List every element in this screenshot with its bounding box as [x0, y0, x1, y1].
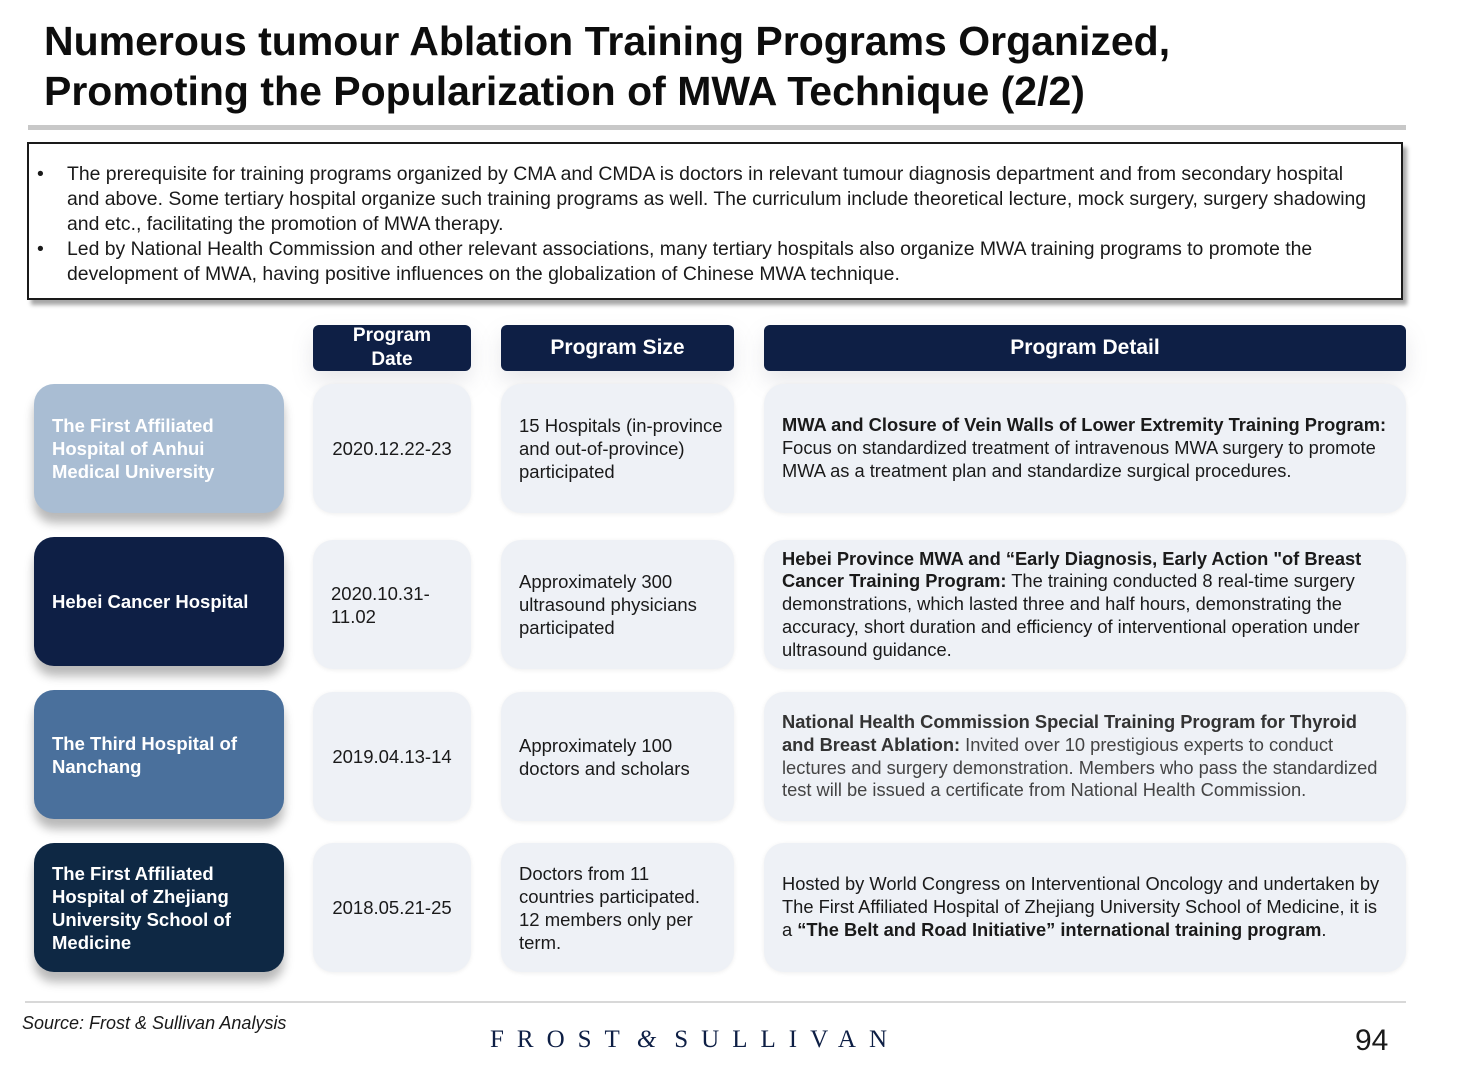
detail-cell — [764, 692, 1406, 821]
size-cell — [501, 843, 734, 972]
column-header-program-date: Program Date — [313, 325, 471, 371]
page-title-line-1: Numerous tumour Ablation Training Programs Organized, — [44, 18, 1171, 64]
detail-cell — [764, 384, 1406, 513]
program-date: 2019.04.13-14 — [332, 746, 452, 767]
page-title — [44, 16, 1424, 116]
hospital-cell — [34, 690, 284, 819]
date-cell — [313, 540, 471, 669]
summary-list — [37, 162, 1377, 287]
size-cell — [501, 692, 734, 821]
brand-logo — [490, 1026, 950, 1054]
source-note: Source: Frost & Sullivan Analysis — [22, 1013, 287, 1033]
program-date: 2018.05.21-25 — [332, 897, 452, 918]
brand-ampersand: & — [636, 1026, 657, 1053]
program-detail-tail: . — [1321, 918, 1327, 940]
program-detail — [782, 548, 1392, 662]
program-detail-bold: Hebei Province MWA and “Early Diagnosis, Early Action "of Breast Cancer Training Program: — [782, 547, 1362, 592]
program-detail — [782, 873, 1392, 941]
title-divider — [28, 125, 1406, 130]
hospital-cell — [34, 843, 284, 972]
date-cell — [313, 384, 471, 513]
program-detail-bold: MWA and Closure of Vein Walls of Lower Extremity Training Program: — [782, 414, 1387, 436]
program-size: 15 Hospitals (in-province and out-of-province) participated — [519, 415, 723, 482]
program-detail — [782, 711, 1392, 802]
hospital-name: The First Affiliated Hospital of Zhejiang University School of Medicine — [52, 862, 231, 953]
size-cell — [501, 540, 734, 669]
date-cell — [313, 843, 471, 972]
program-size: Approximately 300 ultrasound physicians participated — [519, 571, 697, 638]
detail-cell — [764, 540, 1406, 669]
hospital-name: The First Affiliated Hospital of Anhui Medical University — [52, 415, 215, 482]
hospital-name: The Third Hospital of Nanchang — [52, 732, 237, 777]
page-number: 94 — [1355, 1024, 1389, 1057]
program-detail-text: The training conducted 8 real-time surgery demonstrations, which lasted three and half hours, demonstrating the accuracy, short duration and efficiency of interventional operation under ultrasound guidance. — [782, 570, 1360, 660]
program-detail-text: Invited over 10 prestigious experts to conduct lectures and surgery demonstration. Members who pass the standardized test will be issued a certificate from National Health Commission. — [782, 733, 1378, 801]
hospital-cell — [34, 384, 284, 513]
date-cell — [313, 692, 471, 821]
program-detail-bold: National Health Commission Special Training Program for Thyroid and Breast Ablation: — [782, 710, 1357, 755]
hospital-name: Hebei Cancer Hospital — [52, 591, 249, 612]
program-date: 2020.12.22-23 — [332, 438, 452, 459]
summary-box — [27, 142, 1403, 300]
brand-word-frost: FROST — [490, 1026, 633, 1053]
program-size: Doctors from 11 countries participated. 12 members only per term. — [519, 862, 700, 953]
summary-bullet-2: • Led by National Health Commission and other relevant associations, many tertiary hospitals also organize MWA training programs to promote the development of MWA, having positive influences on the globalization of Chinese MWA technique. — [37, 237, 1377, 287]
column-header-program-detail: Program Detail — [764, 325, 1406, 371]
detail-cell — [764, 843, 1406, 972]
footer-divider — [25, 1001, 1406, 1003]
program-detail-bold: “The Belt and Road Initiative” international training program — [797, 918, 1322, 940]
summary-bullet-1: • The prerequisite for training programs organized by CMA and CMDA is doctors in relevant tumour diagnosis department and from secondary hospital and above. Some tertiary hospital organize such training programs as well. The curriculum include theoretical lecture, mock surgery, surgery shadowing and etc., facilitating the promotion of MWA therapy. — [37, 162, 1377, 237]
program-detail-text: Focus on standardized treatment of intravenous MWA surgery to promote MWA as a treatment plan and standardize surgical procedures. — [782, 437, 1376, 481]
page-title-line-2: Promoting the Popularization of MWA Technique (2/2) — [44, 68, 1085, 114]
program-detail-text: Hosted by World Congress on Interventional Oncology and undertaken by The First Affiliated Hospital of Zhejiang University School of Medicine, it is a — [782, 873, 1380, 940]
brand-word-sullivan: SULLIVAN — [674, 1026, 901, 1053]
column-header-program-size: Program Size — [501, 325, 734, 371]
program-detail — [782, 414, 1392, 482]
size-cell — [501, 384, 734, 513]
hospital-cell — [34, 537, 284, 666]
program-size: Approximately 100 doctors and scholars — [519, 734, 690, 779]
program-date: 2020.10.31-11.02 — [331, 582, 430, 627]
